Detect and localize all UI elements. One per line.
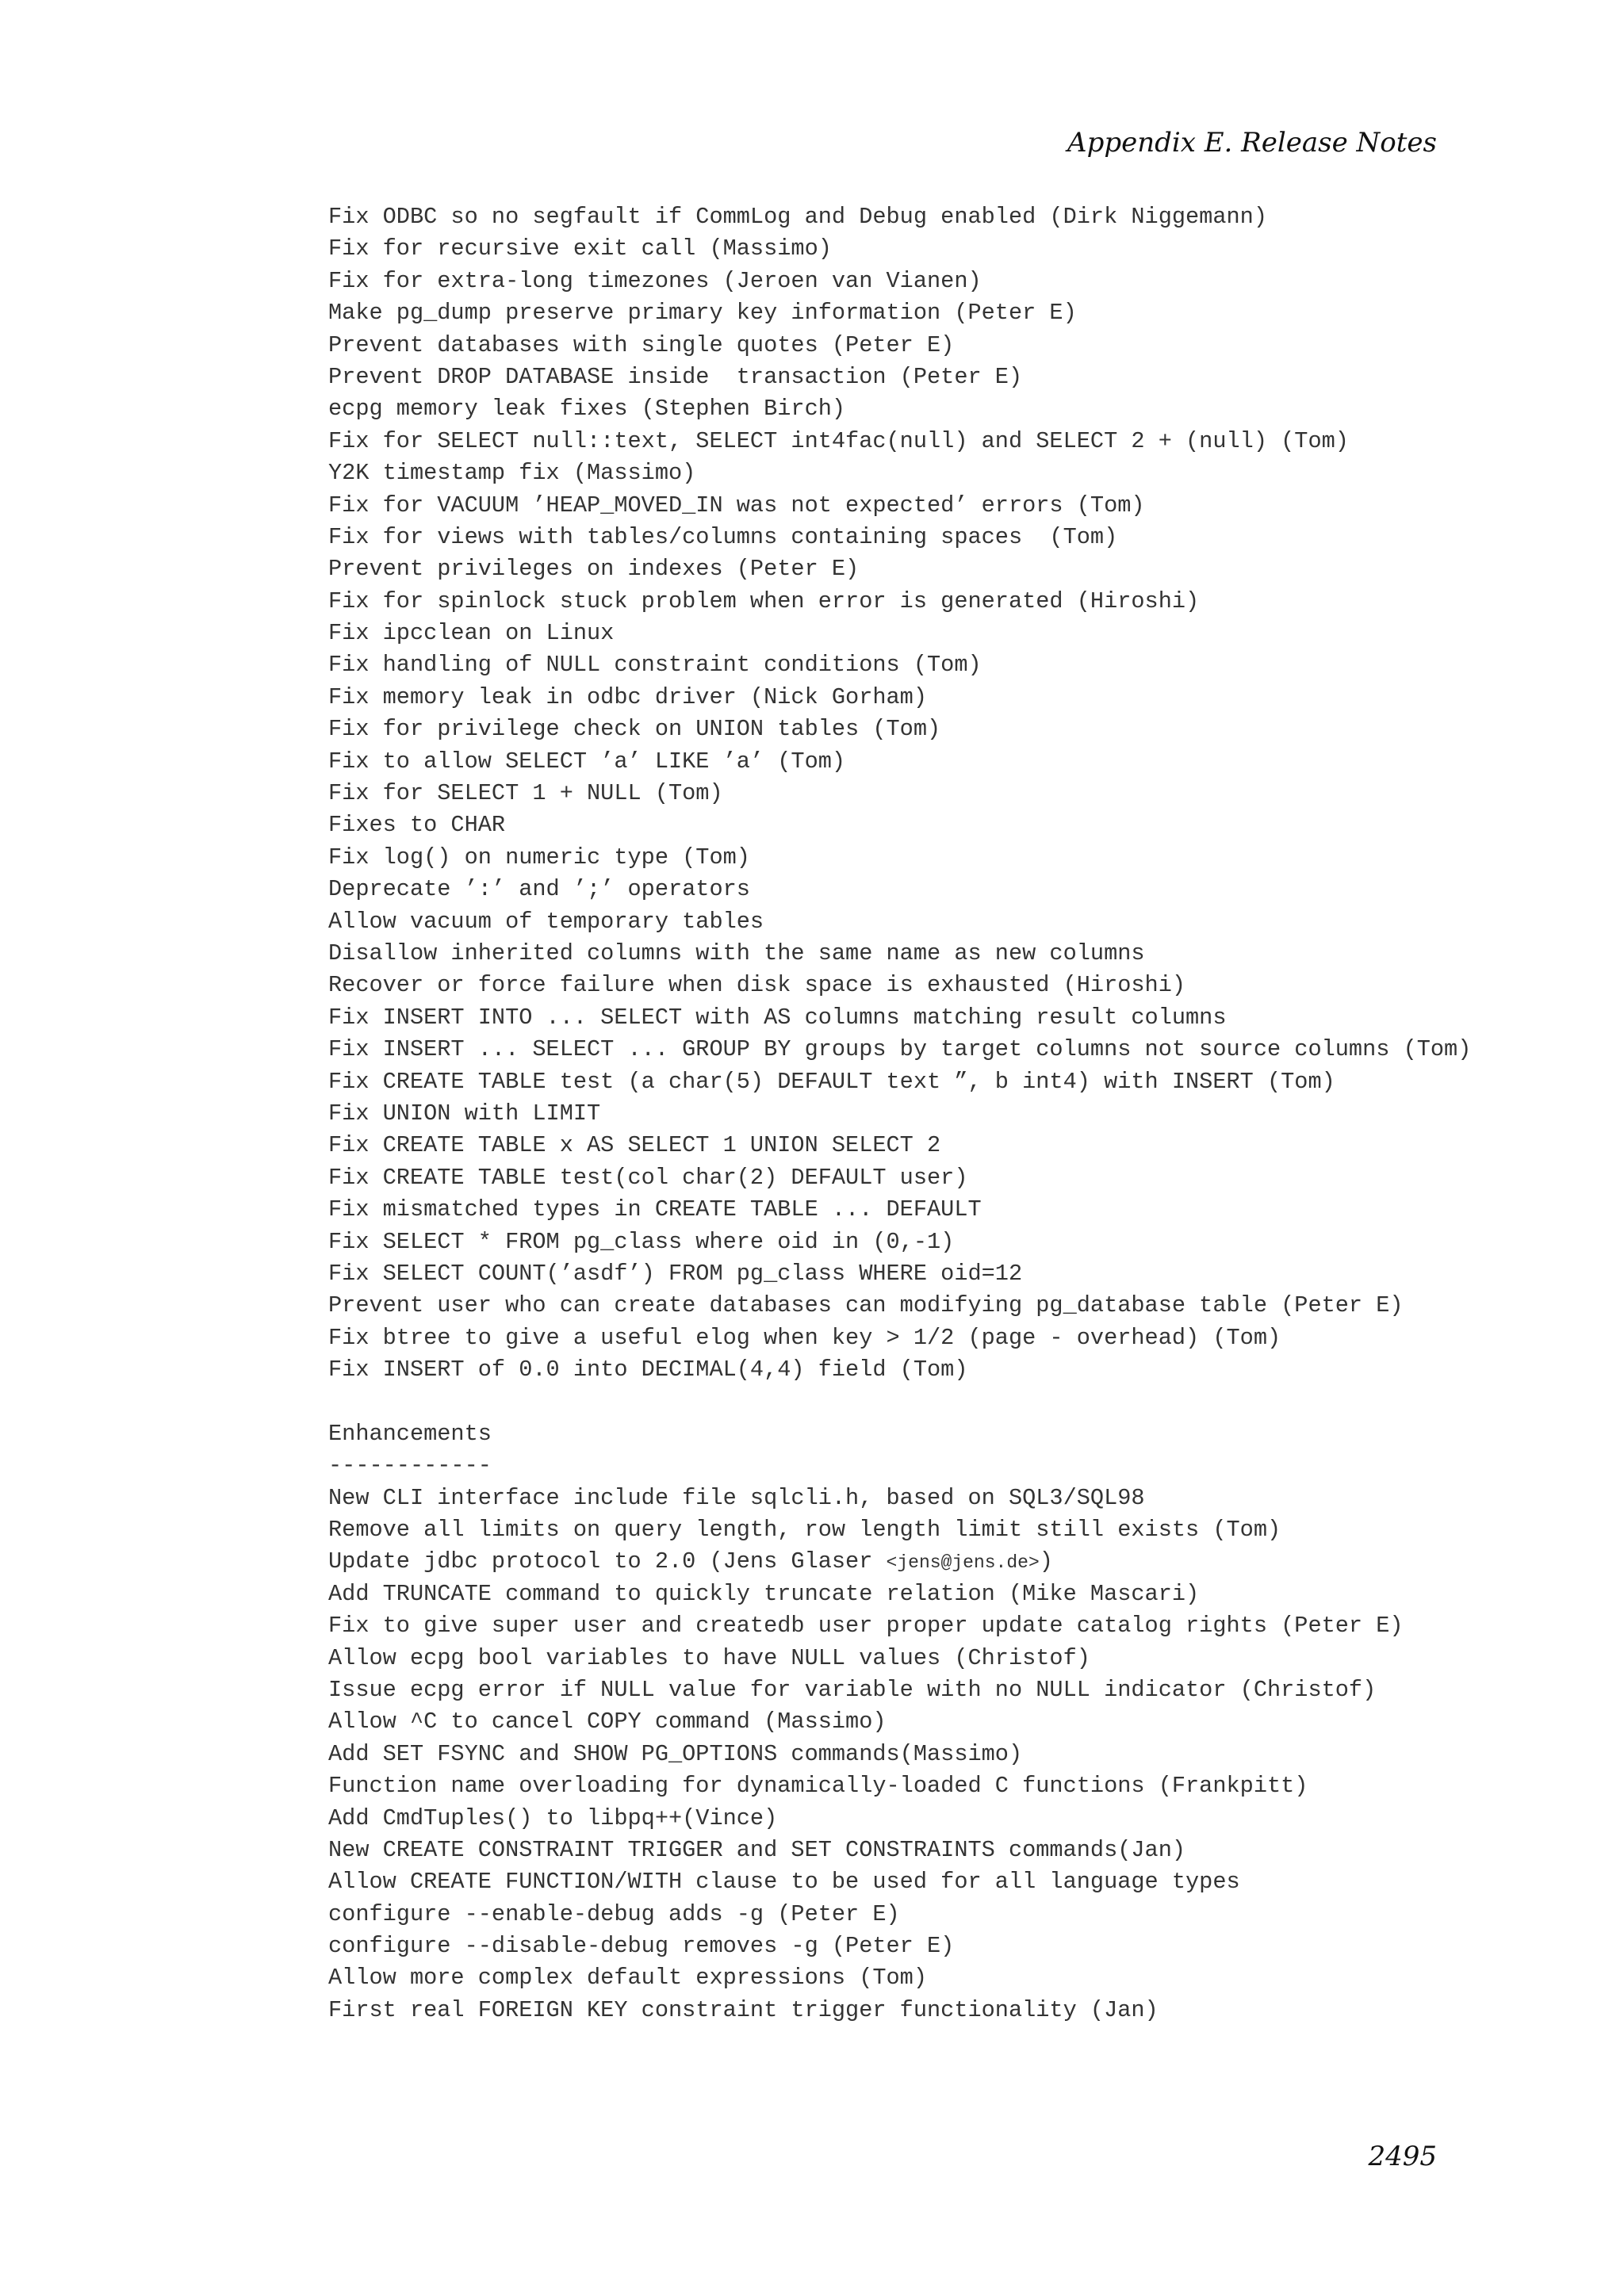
bugfix-line: Prevent user who can create databases can modifying pg_database table (Peter E) — [328, 1292, 1404, 1319]
bugfix-line: Fix ipcclean on Linux — [328, 620, 615, 647]
bugfix-line: Fix for recursive exit call (Massimo) — [328, 235, 832, 262]
jdbc-line-prefix: Update jdbc protocol to 2.0 (Jens Glaser — [328, 1548, 887, 1575]
enhancement-line-jdbc — [328, 1546, 1597, 1578]
enhancements-underline: ------------ — [328, 1452, 492, 1479]
bugfix-line: Fix CREATE TABLE test(col char(2) DEFAULT user) — [328, 1164, 968, 1191]
enhancement-line: Issue ecpg error if NULL value for variable with no NULL indicator (Christof) — [328, 1676, 1377, 1703]
bugfix-line: Fix log() on numeric type (Tom) — [328, 844, 750, 871]
author-email: <jens@jens.de> — [886, 1552, 1040, 1574]
running-header: Appendix E. Release Notes — [1067, 127, 1437, 159]
bugfix-line: Fix for SELECT 1 + NULL (Tom) — [328, 780, 723, 807]
bugfix-line: Fix to allow SELECT ’a’ LIKE ’a’ (Tom) — [328, 748, 846, 775]
bugfix-line: Fix for VACUUM ’HEAP_MOVED_IN was not expected’ errors (Tom) — [328, 492, 1145, 519]
bugfix-line: Fixes to CHAR — [328, 812, 506, 839]
bugfix-line: Make pg_dump preserve primary key information (Peter E) — [328, 300, 1077, 327]
bugfix-line: Recover or force failure when disk space is exhausted (Hiroshi) — [328, 972, 1186, 999]
enhancement-line: New CREATE CONSTRAINT TRIGGER and SET CONSTRAINTS commands(Jan) — [328, 1836, 1186, 1863]
enhancement-line: Add SET FSYNC and SHOW PG_OPTIONS commands(Massimo) — [328, 1740, 1023, 1767]
bugfix-line: Fix INSERT INTO ... SELECT with AS columns matching result columns — [328, 1004, 1227, 1031]
enhancement-line: Function name overloading for dynamically-loaded C functions (Frankpitt) — [328, 1773, 1308, 1800]
bugfix-line: Fix CREATE TABLE x AS SELECT 1 UNION SELECT 2 — [328, 1132, 941, 1159]
bugfix-line: Fix UNION with LIMIT — [328, 1100, 601, 1127]
enhancement-line: Add CmdTuples() to libpq++(Vince) — [328, 1804, 778, 1831]
bugfix-line: Fix INSERT of 0.0 into DECIMAL(4,4) field (Tom) — [328, 1357, 968, 1383]
bugfix-line: Fix SELECT COUNT(’asdf’) FROM pg_class WHERE oid=12 — [328, 1260, 1023, 1287]
enhancement-line: configure --disable-debug removes -g (Peter E) — [328, 1933, 955, 1960]
enhancement-line: Allow ^C to cancel COPY command (Massimo) — [328, 1709, 887, 1735]
bugfix-line: Fix btree to give a useful elog when key > 1/2 (page - overhead) (Tom) — [328, 1324, 1281, 1351]
bugfix-line: Allow vacuum of temporary tables — [328, 908, 764, 935]
enhancement-line: Fix to give super user and createdb user proper update catalog rights (Peter E) — [328, 1613, 1404, 1640]
enhancement-line: New CLI interface include file sqlcli.h, based on SQL3/SQL98 — [328, 1484, 1145, 1511]
enhancements-section — [328, 1418, 1597, 2026]
section-gap — [328, 1386, 1597, 1418]
enhancements-heading: Enhancements — [328, 1420, 492, 1447]
bugfix-line: Fix for spinlock stuck problem when error is generated (Hiroshi) — [328, 587, 1200, 614]
enhancement-line: Add TRUNCATE command to quickly truncate relation (Mike Mascari) — [328, 1580, 1200, 1607]
bugfix-line: Fix CREATE TABLE test (a char(5) DEFAULT text ”, b int4) with INSERT (Tom) — [328, 1068, 1335, 1095]
bugfix-line: Prevent databases with single quotes (Peter E) — [328, 331, 955, 358]
enhancement-line: First real FOREIGN KEY constraint trigger functionality (Jan) — [328, 1996, 1159, 2023]
bugfix-line: Deprecate ’:’ and ’;’ operators — [328, 876, 750, 903]
bugfix-line: Fix SELECT * FROM pg_class where oid in (0,-1) — [328, 1228, 955, 1255]
release-notes-body — [328, 201, 1597, 2026]
bugfix-line: Fix memory leak in odbc driver (Nick Gorham) — [328, 683, 927, 710]
bugfix-line: Fix INSERT ... SELECT ... GROUP BY groups by target columns not source columns (Tom) — [328, 1036, 1472, 1063]
bugfix-line: Fix handling of NULL constraint conditions (Tom) — [328, 652, 982, 679]
bugfix-line: Fix for SELECT null::text, SELECT int4fac(null) and SELECT 2 + (null) (Tom) — [328, 427, 1349, 454]
bugfix-line: Fix for extra-long timezones (Jeroen van Vianen) — [328, 267, 982, 294]
bugfix-line: Fix for views with tables/columns containing spaces (Tom) — [328, 523, 1118, 550]
bugfix-line: Y2K timestamp fix (Massimo) — [328, 460, 696, 487]
bugfix-line: ecpg memory leak fixes (Stephen Birch) — [328, 396, 846, 423]
enhancement-line: Allow more complex default expressions (Tom) — [328, 1965, 927, 1992]
jdbc-line-suffix: ) — [1039, 1548, 1053, 1575]
bugfix-line: Prevent DROP DATABASE inside transaction (Peter E) — [328, 363, 1023, 390]
bugfix-line: Prevent privileges on indexes (Peter E) — [328, 556, 860, 583]
page-number: 2495 — [1368, 2141, 1437, 2172]
enhancement-line: configure --enable-debug adds -g (Peter E) — [328, 1900, 900, 1927]
bugfix-list — [328, 201, 1597, 1386]
bugfix-line: Fix mismatched types in CREATE TABLE ... DEFAULT — [328, 1196, 982, 1223]
enhancement-line: Remove all limits on query length, row length limit still exists (Tom) — [328, 1517, 1281, 1544]
bugfix-line: Fix ODBC so no segfault if CommLog and Debug enabled (Dirk Niggemann) — [328, 204, 1267, 230]
enhancement-line: Allow CREATE FUNCTION/WITH clause to be used for all language types — [328, 1869, 1240, 1896]
enhancement-line: Allow ecpg bool variables to have NULL values (Christof) — [328, 1644, 1090, 1671]
bugfix-line: Disallow inherited columns with the same name as new columns — [328, 939, 1145, 966]
bugfix-line: Fix for privilege check on UNION tables (Tom) — [328, 716, 941, 743]
